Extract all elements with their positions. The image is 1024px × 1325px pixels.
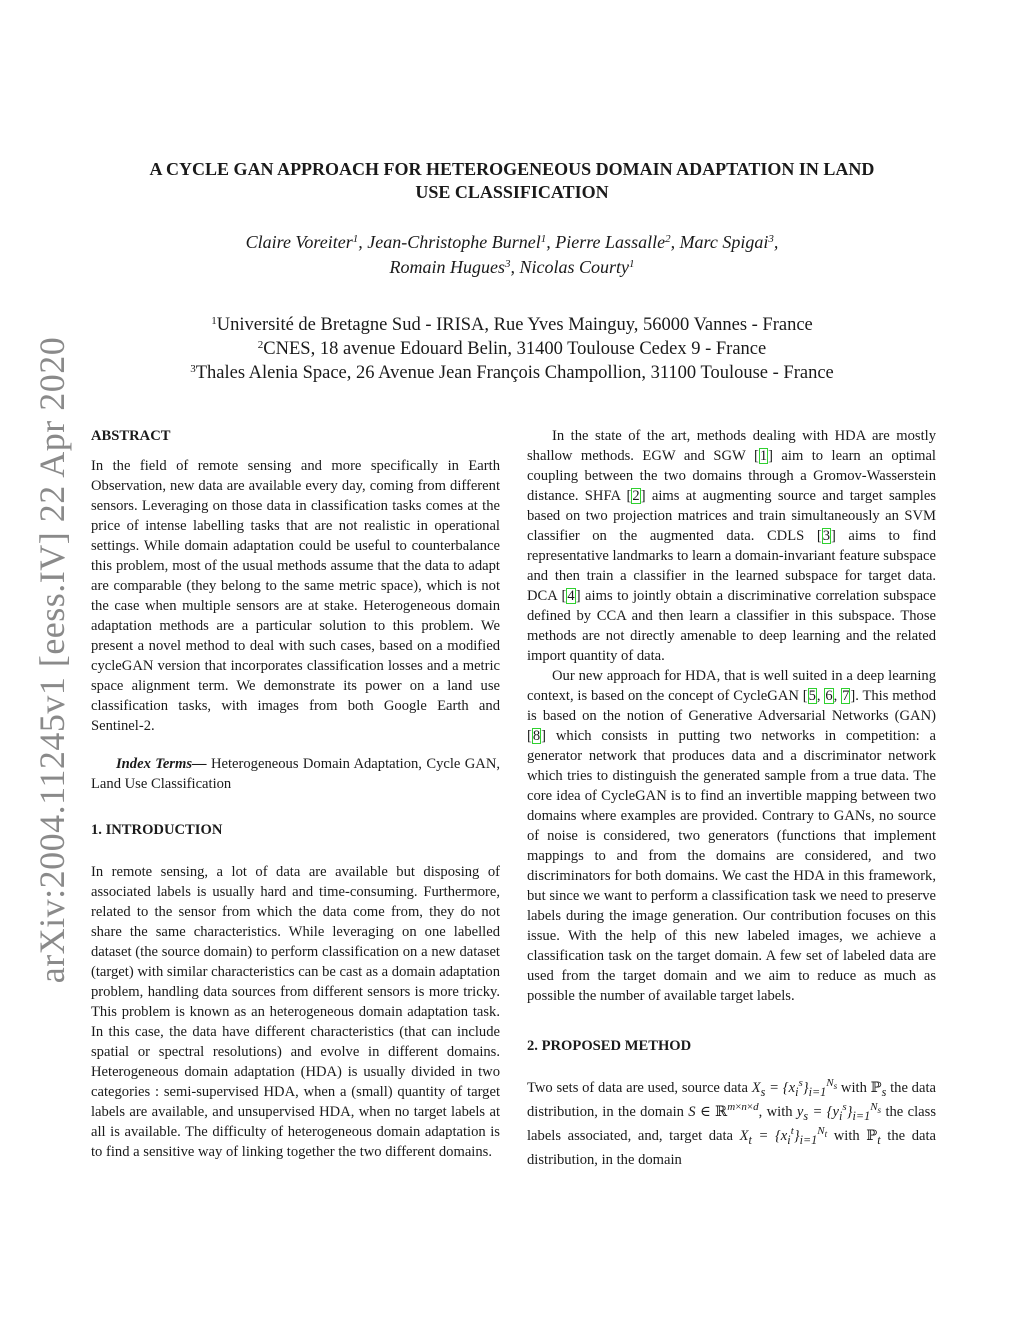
title-line-1: A CYCLE GAN APPROACH FOR HETEROGENEOUS DOMAIN ADAPTATION IN LAND: [149, 159, 875, 179]
author-name: Marc Spigai: [679, 232, 769, 252]
author-affiliation-marker: 1: [540, 233, 547, 245]
index-terms: [91, 754, 500, 794]
author-affiliation-marker: 1: [352, 233, 359, 245]
arxiv-identifier-stamp: arXiv:2004.11245v1 [eess.IV] 22 Apr 2020: [32, 336, 72, 984]
introduction-heading: 1. INTRODUCTION: [91, 822, 223, 838]
citation-link[interactable]: 6: [825, 688, 833, 704]
right-column: [527, 426, 936, 1170]
paper-title: [100, 158, 924, 204]
abstract-heading: ABSTRACT: [91, 428, 171, 444]
author-name: Jean-Christophe Burnel: [367, 232, 541, 252]
author-affiliation-marker: 1: [629, 258, 635, 270]
citation-link[interactable]: 1: [759, 448, 768, 464]
citation-link[interactable]: 2: [632, 488, 640, 504]
math-source-labels: $y_s = \{y_i^s\}_{i=1}^{N_s}$: [796, 1100, 882, 1123]
math-source-domain: S: [688, 1103, 696, 1120]
author-name: Romain Hugues: [389, 257, 505, 277]
author-affiliation-marker: 2: [665, 233, 671, 245]
math-source-distribution: ℙ$_s$: [870, 1080, 887, 1099]
affiliation-line: $^2$CNES, 18 avenue Edouard Belin, 31400 Toulouse Cedex 9 - France: [257, 339, 767, 359]
affiliation-line: $^1$Université de Bretagne Sud - IRISA, Rue Yves Mainguy, 56000 Vannes - France: [211, 315, 813, 335]
index-terms-label: Index Terms—: [116, 756, 207, 772]
author-line-2: Romain Hugues$^3$, Nicolas Courty$^1$: [389, 257, 635, 277]
affiliation-list: [100, 313, 924, 385]
math-source-set: $X_s = \{x_i^s\}_{i=1}^{N_s}$: [751, 1077, 838, 1099]
related-work-paragraph: In the state of the art, methods dealing with HDA are mostly shallow methods. EGW and SGW [1] aim to learn an optimal coupling between the two domains through a Gromov-Wasserstein distance. SHFA [2] aims at augmenting source and target samples based on two projection matrices and train simultaneously an SVM classifier on the augmented data. CDLS [3] aims to find representative landmarks to learn a domain-invariant feature subspace and then train a classifier in the learned subspace for target data. DCA [4] aims to jointly obtain a discriminative correlation subspace defined by CCA and then learn a classifier in this subspace. Those methods are not directly amenable to deep learning and the related import quantity of data.: [527, 428, 937, 664]
abstract-text: In the field of remote sensing and more specifically in Earth Observation, new data are available every day, coming from different sensors. Leveraging on those data in classification tasks comes at the price of intense labelling tasks that are not realistic in operational settings. While domain adaptation could be useful to counterbalance this problem, most of the usual methods assume that the data to adapt are comparable (they belong to the same metric space), which is not the case when multiple sensors are at stake. Heterogeneous domain adaptation methods are a particular solution to this problem. We present a novel method to deal with such cases, based on a modified cycleGAN version that incorporates classification losses and a metric space alignment term. We demonstrate its power on a land use classification tasks, with images from both Google Earth and Sentinel-2.: [91, 458, 500, 734]
author-name: Pierre Lassalle: [555, 232, 666, 252]
math-target-set: $X_t = \{x_i^t\}_{i=1}^{N_t}$: [739, 1124, 828, 1147]
approach-paragraph: Our new approach for HDA, that is well suited in a deep learning context, is based on the concept of CycleGAN [5, 6, 7]. This method is based on the notion of Generative Adversarial Networks (GAN) [8] which consists in putting two networks in competition: a generator network that produces data and a discriminator network which tries to distinguish the generated sample from a true data. The core idea of CycleGAN is to find an invertible mapping between two domains where examples are provided. Contrary to GANs, no source of noise is considered, two generators (functions that implement mappings to and from the domains are considered, and two discriminators for both domains. We cast the HDA in this framework, but since we want to perform a classification task we need to preserve labels during the image generation. Our contribution focuses on this issue. With the help of this new labeled images, we achieve a classification task on the target domain. A few set of labeled data are used from the target domain and we aim to reduce as much as possible the number of available target labels.: [527, 668, 937, 1004]
math-target-distribution: ℙ$_t$: [866, 1127, 881, 1147]
citation-link[interactable]: 7: [842, 688, 850, 704]
citation-link[interactable]: 4: [567, 588, 575, 604]
author-line-1: Claire Voreiter$^1$, Jean-Christophe Burnel$^1$, Pierre Lassalle$^2$, Marc Spigai$^3$,: [245, 232, 779, 252]
index-terms-text: Heterogeneous Domain Adaptation, Cycle GAN, Land Use Classification: [91, 756, 501, 792]
author-name: Claire Voreiter: [245, 232, 353, 252]
author-affiliation-marker: 3: [504, 258, 511, 270]
author-affiliation-marker: 3: [768, 233, 774, 245]
title-line-2: USE CLASSIFICATION: [415, 182, 609, 202]
author-list: [100, 230, 924, 280]
citation-link[interactable]: 5: [808, 688, 816, 704]
citation-link[interactable]: 3: [822, 528, 830, 544]
left-column: [91, 426, 500, 1162]
method-paragraph: Two sets of data are used, source data $X_s = \{x_i^s\}_{i=1}^{N_s}$ with ℙ$_s$ the data distribution, in the domain S ∈ ℝ$^{m\times n\times d}$, with $y_s = \{y_i^s\}_{i=1}^{N_s}$ the class labels associated, and, target data $X_t = \{x_i^t\}_{i=1}^{N_t}$ with ℙ$_t$ the data distribution, in the domain: [527, 1077, 936, 1168]
proposed-method-heading: 2. PROPOSED METHOD: [527, 1038, 692, 1054]
affiliation-line: $^3$Thales Alenia Space, 26 Avenue Jean François Champollion, 31100 Toulouse - France: [190, 363, 834, 383]
citation-link[interactable]: 8: [532, 728, 541, 744]
introduction-text: In remote sensing, a lot of data are available but disposing of associated labels is usually hard and time-consuming. Furthermore, related to the sensor from which the data come from, they do not share the same characteristics. While leveraging on one labelled dataset (the source domain) to perform classification on a new dataset (target) with similar characteristics can be cast as a domain adaptation problem, handling data sources from different sensors is more tricky. This problem is known as an heterogeneous domain adaptation task. In this case, the data have different characteristics (that can include spatial or spectral resolutions) and evolve in different domains. Heterogeneous domain adaptation (HDA) is usually divided in two categories : semi-supervised HDA, when a (small) quantity of target labels are available, and unsupervised HDA, when no target labels at all is available. The difficulty of heterogeneous domain adaptation is to find a sensitive way of linking together the two different domains.: [91, 864, 501, 1160]
author-name: Nicolas Courty: [519, 257, 629, 277]
